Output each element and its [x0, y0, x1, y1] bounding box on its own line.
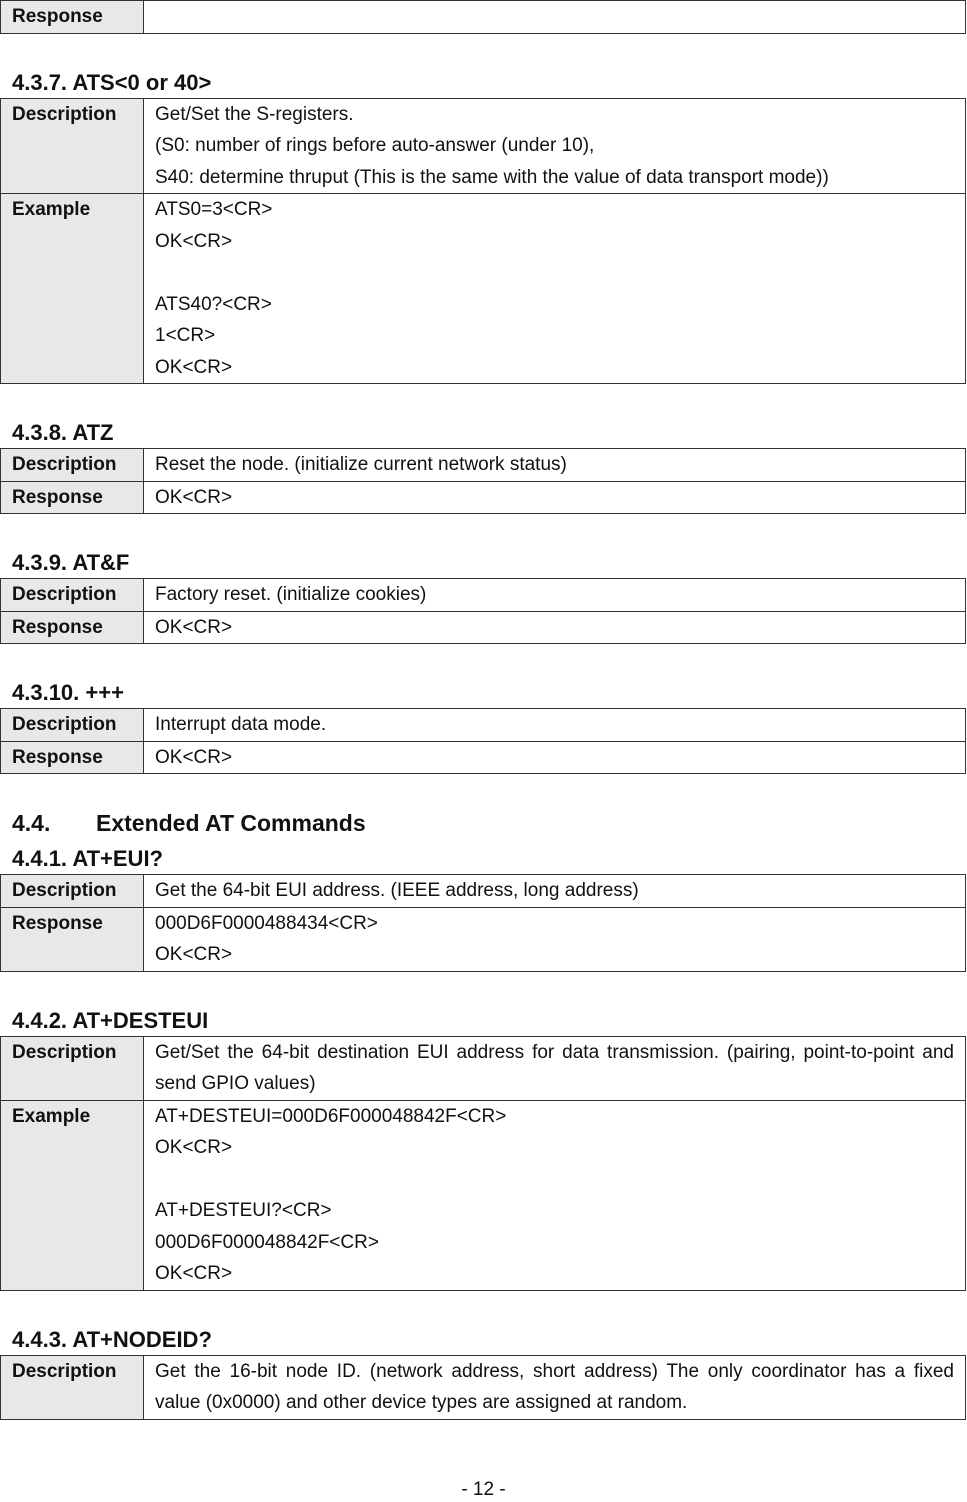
- description-label: Description: [1, 579, 144, 612]
- response-value: [144, 1, 966, 34]
- example-value: AT+DESTEUI=000D6F000048842F<CR> OK<CR> AT+DESTEUI?<CR> 000D6F000048842F<CR> OK<CR>: [144, 1100, 966, 1290]
- description-value: Interrupt data mode.: [144, 709, 966, 742]
- response-label: Response: [1, 611, 144, 644]
- page-number: - 12 -: [461, 1479, 506, 1500]
- at-desteui-table: [0, 1036, 966, 1291]
- description-label: Description: [1, 875, 144, 908]
- description-label: Description: [1, 449, 144, 482]
- response-label: Response: [1, 481, 144, 514]
- at-eui-table: [0, 874, 966, 972]
- atz-table: [0, 448, 966, 514]
- response-label: Response: [1, 907, 144, 971]
- response-value: OK<CR>: [144, 481, 966, 514]
- section-heading-4-3-10: 4.3.10. +++: [12, 680, 124, 705]
- description-label: Description: [1, 1036, 144, 1100]
- section-heading-4-4: [0, 806, 967, 840]
- section-heading-4-4-2: 4.4.2. AT+DESTEUI: [12, 1007, 209, 1033]
- description-value: Factory reset. (initialize cookies): [144, 579, 966, 612]
- description-label: Description: [1, 98, 144, 194]
- description-value: Get/Set the 64-bit destination EUI address for data transmission. (pairing, point-to-point and send GPIO values): [144, 1036, 966, 1100]
- example-label: Example: [1, 1100, 144, 1290]
- description-value: Get the 64-bit EUI address. (IEEE address, long address): [144, 875, 966, 908]
- response-label: Response: [1, 1, 144, 34]
- section-heading-4-3-9: 4.3.9. AT&F: [12, 550, 130, 575]
- response-label: Response: [1, 741, 144, 774]
- section-number: 4.4.: [12, 810, 51, 836]
- section-title: Extended AT Commands: [96, 810, 366, 836]
- section-heading-4-3-8: 4.3.8. ATZ: [12, 420, 114, 445]
- response-table-top: [0, 0, 966, 34]
- at-f-table: [0, 578, 966, 644]
- at-nodeid-table: [0, 1355, 966, 1420]
- response-value: OK<CR>: [144, 611, 966, 644]
- description-label: Description: [1, 1355, 144, 1419]
- example-label: Example: [1, 194, 144, 384]
- response-value: OK<CR>: [144, 741, 966, 774]
- description-label: Description: [1, 709, 144, 742]
- description-value: Reset the node. (initialize current network status): [144, 449, 966, 482]
- ats-table: [0, 98, 966, 385]
- section-heading-4-4-1: 4.4.1. AT+EUI?: [12, 846, 163, 871]
- example-value: ATS0=3<CR> OK<CR> ATS40?<CR> 1<CR> OK<CR>: [144, 194, 966, 384]
- section-heading-4-3-7: 4.3.7. ATS<0 or 40>: [12, 69, 212, 95]
- description-value: Get/Set the S-registers. (S0: number of rings before auto-answer (under 10), S40: determine thruput (This is the same with the value of data transport mode)): [144, 98, 966, 194]
- response-value: 000D6F0000488434<CR> OK<CR>: [144, 907, 966, 971]
- description-value: Get the 16-bit node ID. (network address, short address) The only coordinator has a fixed value (0x0000) and other device types are assigned at random.: [144, 1355, 966, 1419]
- plus-plus-plus-table: [0, 708, 966, 774]
- section-heading-4-4-3: 4.4.3. AT+NODEID?: [12, 1326, 212, 1352]
